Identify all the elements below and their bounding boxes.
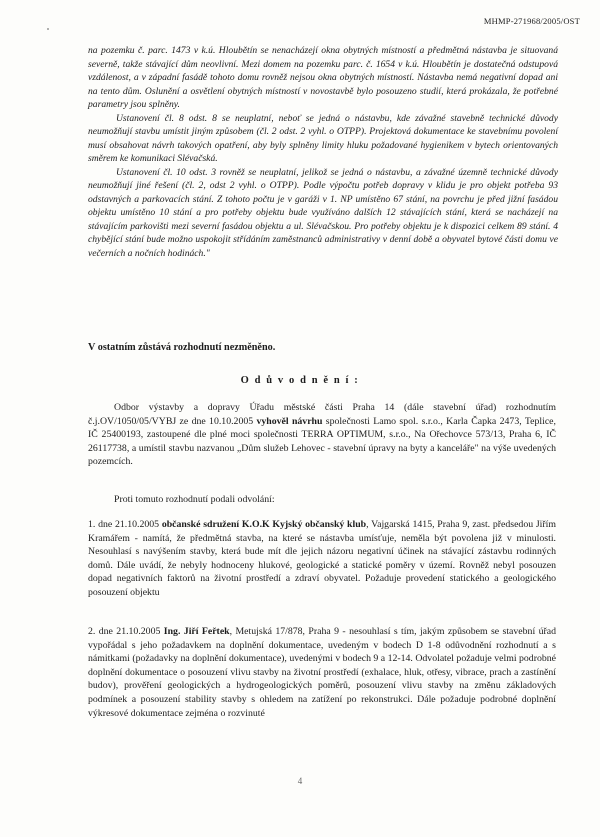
appeal-2-text: , Metujská 17/878, Praha 9 - nesouhlasí s tím, jakým způsobem se stavební úřad vypořádal s jeho požadavkem na doplnění dokumentace, uvedeným v bodech D 1-8 odůvodnění rozhodnutí a s námitkami (požadavky na doplnění dokumentace), uvedenými v bodech 9 a 12-14. Odvolatel požaduje velmi podrobné doplnění dokumentace o posouzení vlivu stavby na životní prostředí (exhalace, hluk, otřesy, vibrace, prach a zastínění budov), prověření geologických a hydrogeologických poměrů, posouzení vlivu stavby na změnu základových podmínek a posouzení stability stavby s ohledem na zatížení po rekonstrukci. Dále požaduje podrobné doplnění výkresové dokumentace zejména o rozvinuté [88,626,556,719]
quote-paragraph-2: Ustanovení čl. 8 odst. 8 se neuplatní, neboť se jedná o nástavbu, kde závažné stavebně technické důvody neumožňují stavbu umístit jiným způsobem (čl. 2 odst. 2 vyhl. o OTPP). Projektová dokumentace ke stavebnímu povolení musí obsahovat návrh takových opatření, aby byly splněny limity hluku požadované hygienikem v bytech orientovaných směrem ke komunikaci Slévačská. [88,112,558,164]
appeal-2-party: Ing. Jiří Feřtek [163,626,230,637]
intro-text-start: Odbor výstavby a dopravy Úřadu městské části Praha 14 (dále stavební úřad) rozhodnutím č.j.OV/1050/05/VYBJ ze dne 10.10.2005 [88,402,556,427]
justification-intro [88,401,556,469]
quote-paragraph-1: na pozemku č. parc. 1473 v k.ú. Hloubětín se nenacházejí okna obytných místností a předmětná nástavba je situovaná severně, takže stávající dům neovlivní. Mezi domem na pozemku parc. č. 1654 v k.ú. Hloubětín je dostatečná odstupová vzdálenost, a v západní fasádě tohoto domu rovněž nejsou okna obytných místností. Nástavba nemá negativní dopad ani na tento dům. Oslunění a osvětlení obytných místností v novostavbě bylo posouzeno studií, která prokázala, že potřebné parametry jsou splněny. [88,45,558,110]
quoted-conditions [88,44,558,260]
appeal-1-party: občanské sdružení K.O.K Kyjský občanský klub [161,519,367,530]
scan-speck [47,28,49,30]
appeal-2-date: 2. dne 21.10.2005 [88,626,164,637]
appeals-intro [88,493,556,507]
appeal-1-text: , Vajgarská 1415, Praha 9, zast. předsedou Jiřím Kramářem - namítá, že předmětná stavba, na které se nástavba umísťuje, neměla být povolena již v minulosti. Nesouhlasí s navýšením stavby, která bude mít dle jejich názoru negativní účinek na stávající zástavbu rodinných domů. Dále uvádí, že nebyly hodnoceny hlukové, geologické a statické poměry v území. Rovněž nebyl posouzen dopad negativních faktorů na životní prostředí a zdraví obyvatel. Požaduje provedení statického a geologického posouzení objektu [88,519,557,598]
appeal-1-date: 1. dne 21.10.2005 [88,519,162,530]
appeal-1 [88,518,556,600]
intro-text-end: společnosti Lamo spol. s.r.o., Karla Čapka 2473, Teplice, IČ 25400193, zastoupené dle plné moci společnosti TERRA OPTIMUM, s.r.o., Na Ořechovce 573/13, Praha 6, IČ 26117738, a umístil stavbu nazvanou „Dům služeb Lehovec - stavební úpravy na byty a kanceláře" na výše uvedených pozemcích. [88,415,556,468]
justification-heading: O d ů v o d n ě n í : [240,375,360,386]
appeal-2 [88,625,556,720]
quote-paragraph-3: Ustanovení čl. 10 odst. 3 rovněž se neuplatní, jelikož se jedná o nástavbu, a závažné územně technické důvody neumožňují jiné řešení (čl. 2, odst 2 vyhl. o OTPP). Podle výpočtu potřeb dopravy v klidu je pro objekt potřeba 93 odstavných a parkovacích stání. Z tohoto počtu je v garáži v 1. NP umístěno 67 stání, na povrchu je před jižní fasádou objektu umístěno 10 stání a pro potřeby objektu bude využíváno dalších 12 stávajících stání, která se nacházejí na stávajícím parkovišti mezi severní fasádou objektu a ul. Slévačskou. Pro potřeby objektu je k dispozici celkem 89 stání. 4 chybějící stání bude možno uspokojit střídáním zaměstnanců administrativy v denní době a obyvatel bytové části domu ve večerních a nočních hodinách." [88,166,558,259]
remain-statement: V ostatním zůstává rozhodnutí nezměněno. [88,342,276,353]
intro-decision: vyhověl návrhu [256,415,323,427]
reference-number: MHMP-271968/2005/OST [483,16,580,26]
appeals-intro-text: Proti tomuto rozhodnutí podali odvolání: [114,494,275,505]
page-number: 4 [297,776,303,786]
